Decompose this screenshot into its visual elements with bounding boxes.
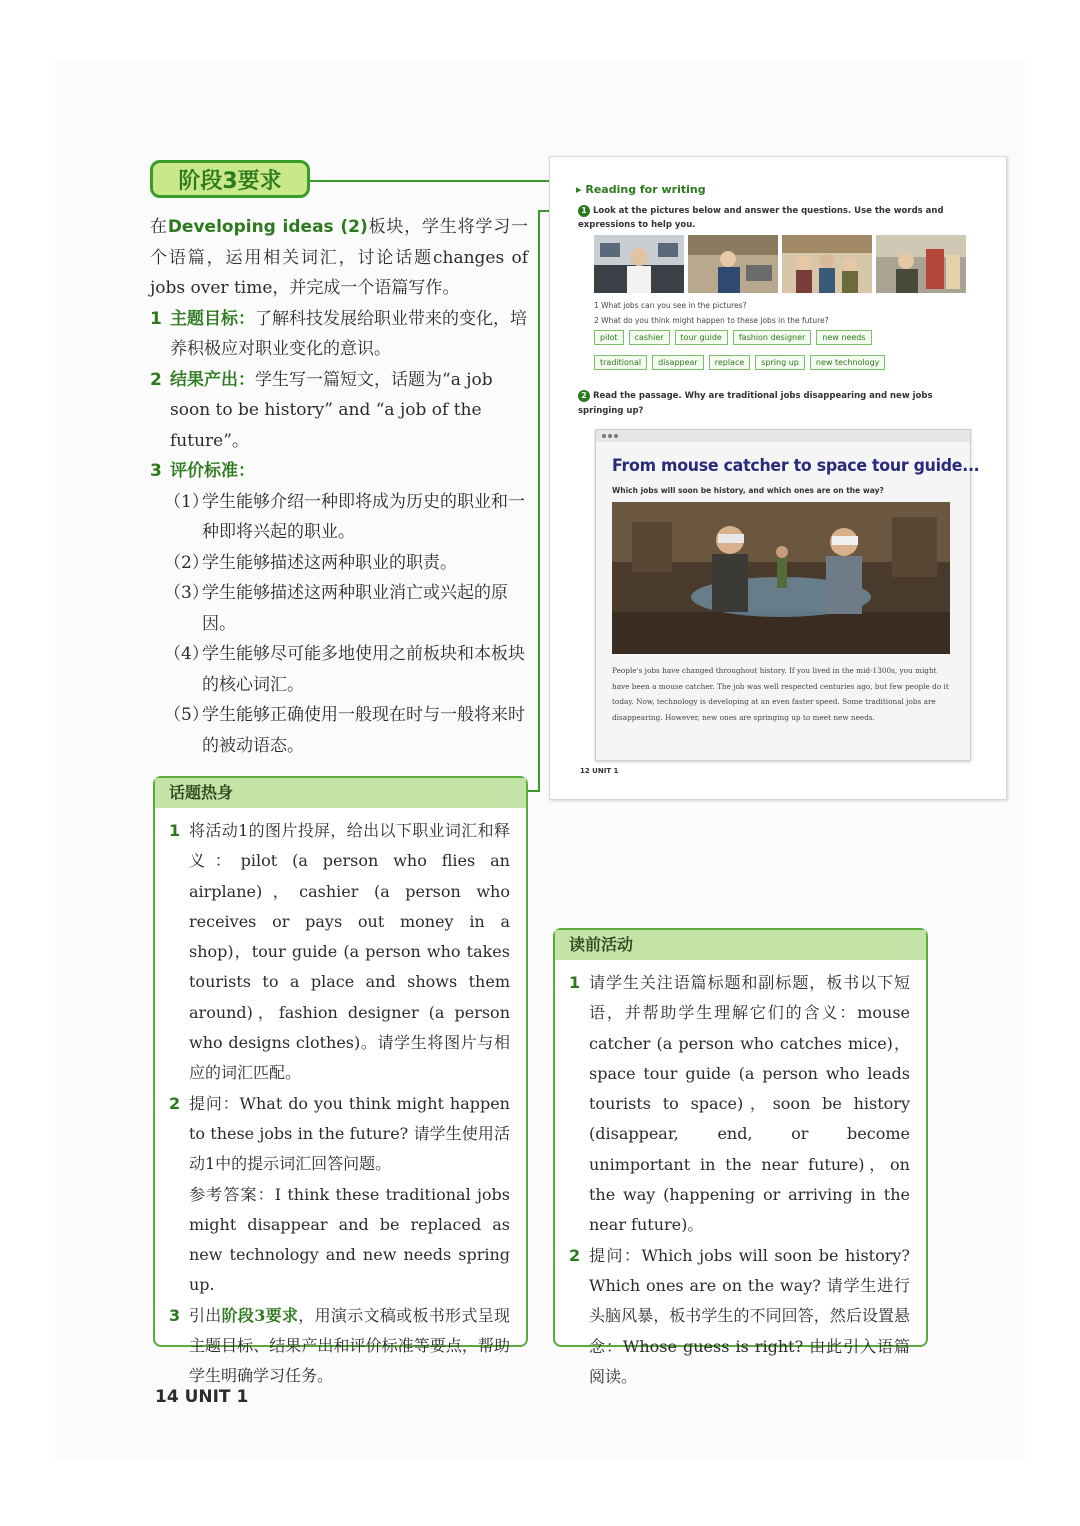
word-chip: cashier bbox=[629, 330, 670, 345]
word-chip: new technology bbox=[810, 355, 886, 370]
word-chip: replace bbox=[709, 355, 751, 370]
prereading-item: 1 请学生关注语篇标题和副标题，板书以下短语，并帮助学生理解它们的含义：mouse catcher (a person who catches mice)，space tour guide (a person who leads tourists to space)，soon be history (disappear, end, or become unimportant in the near future)，on the way (happening or arriving in the near future)。 bbox=[569, 973, 910, 1235]
prereading-title: 读前活动 bbox=[555, 930, 926, 960]
question-1: 1 Look at the pictures below and answer the questions. Use the words and expressions to help you. bbox=[578, 205, 944, 230]
sub-question: 1 What jobs can you see in the pictures? bbox=[594, 301, 747, 310]
question-2: 2 Read the passage. Why are traditional jobs disappearing and new jobs springing up? bbox=[578, 390, 933, 416]
word-chip: disappear bbox=[652, 355, 704, 370]
connector-line bbox=[310, 180, 565, 182]
sub-question: 2 What do you think might happen to these jobs in the future? bbox=[594, 316, 829, 325]
cashier-photo bbox=[688, 235, 778, 293]
job-pictures bbox=[594, 235, 964, 293]
tour-guide-photo bbox=[782, 235, 872, 293]
question-number-icon: 2 bbox=[578, 390, 590, 402]
criterion-item: （3） 学生能够描述这两种职业消亡或兴起的原因。 bbox=[164, 583, 508, 634]
criterion-item: （1） 学生能够介绍一种即将成为历史的职业和一种即将兴起的职业。 bbox=[164, 491, 525, 542]
connector-line bbox=[527, 790, 540, 792]
pilot-photo bbox=[594, 235, 684, 293]
criterion-item: （2） 学生能够描述这两种职业的职责。 bbox=[164, 552, 457, 573]
article-browser-frame bbox=[595, 429, 980, 761]
article-text: People's jobs have changed throughout history. If you lived in the mid-1300s, you might have been a mouse catcher. The job was well respected centuries ago, but few people do it today. Now, technology is developing at an even faster speed. Some traditional jobs are disappearing. However, new ones are springing up to meet new needs. bbox=[612, 666, 949, 722]
reference-answer: 参考答案：I think these traditional jobs might disappear and be replaced as new technology and new needs spring up. bbox=[189, 1184, 510, 1295]
article-subtitle: Which jobs will soon be history, and which ones are on the way? bbox=[612, 486, 884, 495]
goal-item: 3 评价标准： bbox=[150, 461, 255, 481]
vr-workshop-photo bbox=[612, 502, 950, 654]
warmup-box bbox=[153, 776, 528, 1386]
warmup-item: 1 将活动1的图片投屏，给出以下职业词汇和释义：pilot (a person who flies an airplane)，cashier (a person who receives or pays out money in a shop)，tour guide (a person who takes tourists to a place and shows them around)，fashion designer (a person who designs clothes)。请学生将图片与相应的词汇匹配。 bbox=[169, 821, 510, 1083]
word-chip: new needs bbox=[816, 330, 871, 345]
word-chip: pilot bbox=[594, 330, 624, 345]
page-number: 14 UNIT 1 bbox=[155, 1387, 249, 1407]
warmup-item: 2 提问：What do you think might happen to these jobs in the future? 请学生使用活动1中的提示词汇回答问题。 参考答案：I think these traditional jobs might disappear and be replaced as new technology and new needs spring up. bbox=[169, 1093, 510, 1295]
goal-item: 1 主题目标：了解科技发展给职业带来的变化，培养积极应对职业变化的意识。 bbox=[150, 308, 527, 359]
sub-questions bbox=[594, 298, 829, 328]
goal-item: 2 结果产出：学生写一篇短文，话题为“a job soon to be history” and “a job of the future”。 bbox=[150, 369, 493, 451]
word-chip: fashion designer bbox=[733, 330, 811, 345]
textbook-page-number: 12 UNIT 1 bbox=[580, 767, 619, 775]
criterion-item: （5） 学生能够正确使用一般现在时与一般将来时的被动语态。 bbox=[164, 705, 525, 756]
word-chip: spring up bbox=[755, 355, 805, 370]
stage-requirement-badge: 阶段3要求 bbox=[150, 160, 310, 198]
word-box bbox=[594, 330, 974, 370]
fashion-designer-photo bbox=[876, 235, 966, 293]
warmup-title: 话题热身 bbox=[155, 778, 526, 808]
connector-line bbox=[538, 210, 540, 790]
article-title: From mouse catcher to space tour guide... bbox=[612, 456, 980, 476]
section-title: ▸ Reading for writing bbox=[576, 183, 706, 196]
word-chip: tour guide bbox=[675, 330, 728, 345]
textbook-page bbox=[549, 156, 1007, 800]
prereading-item: 2 提问：Which jobs will soon be history? Which ones are on the way? 请学生进行头脑风暴，板书学生的不同回答，然后设置悬念：Whose guess is right? 由此引入语篇阅读。 bbox=[569, 1245, 910, 1386]
question-number-icon: 1 bbox=[578, 205, 590, 217]
prereading-box bbox=[553, 928, 928, 1386]
intro-paragraph: 在Developing ideas (2)板块，学生将学习一个语篇，运用相关词汇，讨论话题changes of jobs over time，并完成一个语篇写作。 bbox=[150, 217, 529, 298]
stage-requirements bbox=[150, 212, 528, 761]
word-chip: traditional bbox=[594, 355, 647, 370]
warmup-item: 3 引出阶段3要求，用演示文稿或板书形式呈现主题目标、结果产出和评价标准等要点，帮助学生明确学习任务。 bbox=[169, 1305, 510, 1386]
browser-bar bbox=[596, 430, 970, 442]
criterion-item: （4） 学生能够尽可能多地使用之前板块和本板块的核心词汇。 bbox=[164, 644, 525, 695]
